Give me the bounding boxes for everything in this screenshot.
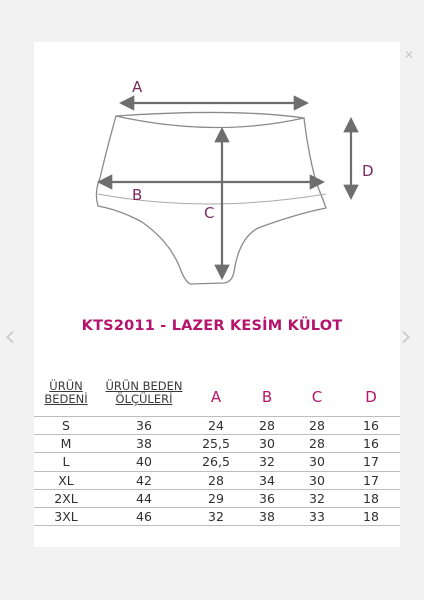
cell-a: 32 [190, 507, 242, 525]
cell-a: 29 [190, 489, 242, 507]
table-row [34, 507, 400, 525]
cell-b: 32 [242, 453, 292, 471]
measure-b-label: B [132, 186, 143, 204]
cell-b: 30 [242, 435, 292, 453]
table-row [34, 453, 400, 471]
header-measurement: ÜRÜN BEDEN ÖLÇÜLERİ [105, 379, 183, 406]
cell-measure: 44 [98, 489, 190, 507]
cell-measure: 46 [98, 507, 190, 525]
cell-b: 34 [242, 471, 292, 489]
table-row [34, 489, 400, 507]
cell-d: 18 [342, 507, 400, 525]
chevron-left-icon[interactable]: ‹ [4, 319, 16, 354]
cell-c: 32 [292, 489, 342, 507]
cell-c: 30 [292, 453, 342, 471]
header-d: D [365, 388, 377, 406]
size-chart-header-row [34, 374, 400, 417]
close-icon[interactable]: ✕ [404, 48, 415, 62]
header-a: A [210, 388, 222, 406]
cell-size: M [34, 435, 98, 453]
header-b: B [261, 388, 273, 406]
header-c: C [311, 388, 323, 406]
panty-measurement-diagram [34, 42, 400, 312]
measure-d-label: D [362, 162, 374, 180]
cell-size: XL [34, 471, 98, 489]
table-row [34, 417, 400, 435]
cell-d: 18 [342, 489, 400, 507]
table-row [34, 435, 400, 453]
cell-d: 16 [342, 435, 400, 453]
cell-a: 25,5 [190, 435, 242, 453]
cell-size: L [34, 453, 98, 471]
cell-a: 26,5 [190, 453, 242, 471]
header-size: ÜRÜN BEDENİ [44, 379, 88, 406]
cell-c: 30 [292, 471, 342, 489]
cell-measure: 38 [98, 435, 190, 453]
cell-d: 16 [342, 417, 400, 435]
chevron-right-icon[interactable]: › [400, 319, 412, 354]
cell-size: S [34, 417, 98, 435]
cell-c: 33 [292, 507, 342, 525]
cell-b: 36 [242, 489, 292, 507]
cell-b: 28 [242, 417, 292, 435]
size-chart-table [34, 374, 400, 526]
cell-d: 17 [342, 453, 400, 471]
cell-size: 2XL [34, 489, 98, 507]
cell-b: 38 [242, 507, 292, 525]
table-row [34, 471, 400, 489]
cell-a: 24 [190, 417, 242, 435]
cell-measure: 42 [98, 471, 190, 489]
product-title: KTS2011 - LAZER KESİM KÜLOT [81, 318, 343, 334]
measure-a-label: A [132, 78, 143, 96]
cell-a: 28 [190, 471, 242, 489]
garment-outline [96, 112, 326, 284]
cell-c: 28 [292, 435, 342, 453]
cell-size: 3XL [34, 507, 98, 525]
measure-c-label: C [204, 204, 215, 222]
cell-c: 28 [292, 417, 342, 435]
cell-d: 17 [342, 471, 400, 489]
cell-measure: 36 [98, 417, 190, 435]
cell-measure: 40 [98, 453, 190, 471]
